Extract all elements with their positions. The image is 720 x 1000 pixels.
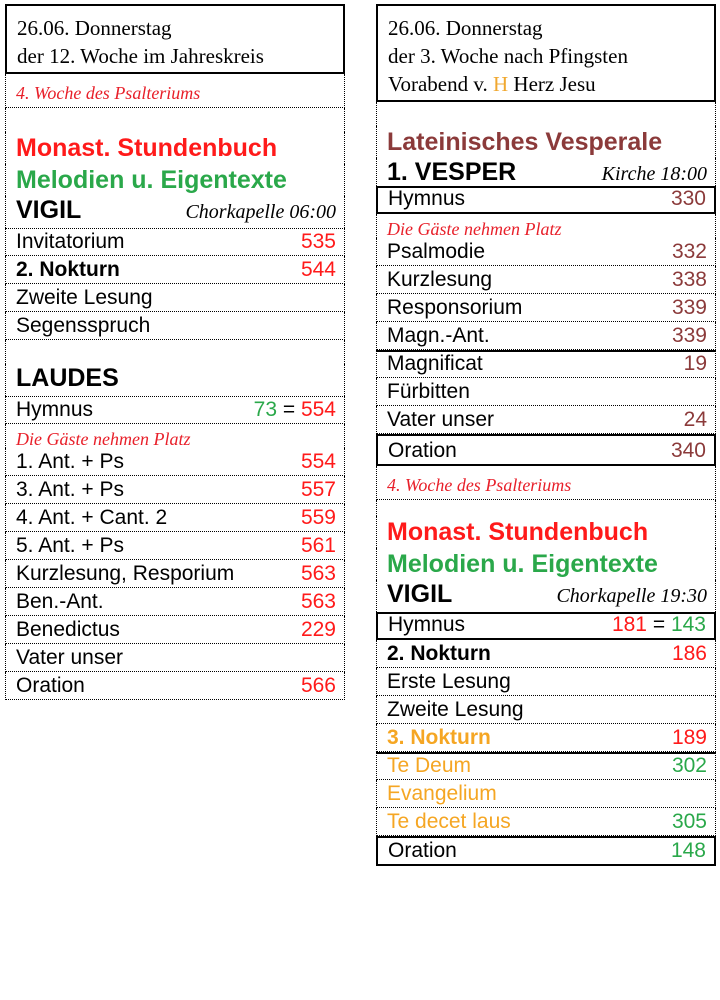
row-label: Psalmodie [387,240,486,263]
row-page: 339 [671,324,707,347]
left-laudes-name: LAUDES [16,364,119,392]
equals-sign: = [282,398,296,421]
left-vigil-row [5,284,345,312]
row-label: Evangelium [387,782,497,805]
right-spacer [376,102,716,126]
row-page: 339 [671,296,707,319]
row-page: 229 [300,618,336,641]
right-spacer [376,500,716,516]
hymnus-page-a: 73 [253,398,277,421]
left-vigil-name: VIGIL [16,196,82,224]
row-label: 2. Nokturn [16,258,120,281]
row-label: Te decet laus [387,810,511,833]
row-label: 2. Nokturn [387,642,491,665]
row-label: 4. Ant. + Cant. 2 [16,506,168,529]
row-page: 559 [300,506,336,529]
right-psalter-note: 4. Woche des Psalteriums [376,466,716,500]
right-vigil-row [376,808,716,836]
row-label: Oration [16,674,85,697]
right-vesper-place: Kirche 18:00 [601,163,707,185]
left-laudes-row [5,672,345,700]
row-label: Responsorium [387,296,523,319]
row-label: Zweite Lesung [16,286,153,309]
row-label: Zweite Lesung [387,698,524,721]
left-laudes-row [5,616,345,644]
row-label: Te Deum [387,754,472,777]
right-vesper-name: 1. VESPER [387,158,517,186]
row-label: 3. Ant. + Ps [16,478,124,501]
left-vigil-row [5,312,345,340]
row-page: 340 [670,439,706,462]
left-vigil-row [5,256,345,284]
row-label: Erste Lesung [387,670,511,693]
row-page: 302 [671,754,707,777]
right-date-line2: der 3. Woche nach Pfingsten [388,44,628,68]
left-date-line2: der 12. Woche im Jahreskreis [17,44,264,68]
right-vigil-row [376,780,716,808]
row-label: Kurzlesung, Resporium [16,562,235,585]
left-psalter-note: 4. Woche des Psalteriums [5,74,345,108]
right-vigil-header [376,580,716,612]
row-page: 554 [300,450,336,473]
right-vesper-row [376,350,716,378]
right-vigil-row [376,752,716,780]
right-vesper-row [376,322,716,350]
right-oration-row-1 [376,434,716,466]
row-label: 1. Ant. + Ps [16,450,124,473]
left-spacer [5,108,345,132]
row-label: Magnificat [387,352,483,375]
right-vigil-name: VIGIL [387,580,453,608]
row-label: Hymnus [388,187,466,210]
left-laudes-row [5,588,345,616]
right-date-line3 [388,70,704,98]
row-page: 148 [670,839,706,862]
herz-jesu-text: Herz Jesu [508,72,596,96]
vorabend-text: Vorabend v. [388,72,493,96]
row-page: 544 [300,258,336,281]
row-label: Benedictus [16,618,120,641]
left-laudes-hymnus-row [5,396,345,424]
right-vesper-row [376,406,716,434]
row-page: 566 [300,674,336,697]
row-page: 305 [671,810,707,833]
left-book-title-2: Melodien u. Eigentexte [5,164,345,196]
right-book-latin: Lateinisches Vesperale [376,126,716,158]
right-vesper-hymnus-row [376,186,716,214]
left-laudes-row [5,644,345,672]
row-page [612,612,706,638]
right-date-line1: 26.06. Donnerstag [388,16,543,40]
row-page [254,397,336,423]
row-label: Hymnus [388,613,466,636]
h-marker: H [492,72,509,96]
left-date-box [5,4,345,74]
row-label: Oration [388,839,457,862]
right-vesper-row [376,294,716,322]
left-vigil-header [5,196,345,228]
row-page: 19 [683,352,707,375]
row-label: 3. Nokturn [387,726,491,749]
left-spacer [5,340,345,364]
left-date-line1: 26.06. Donnerstag [17,16,172,40]
row-page: 561 [300,534,336,557]
row-label: Segensspruch [16,314,151,337]
hymnus-page-a: 181 [611,613,647,636]
left-laudes-row [5,476,345,504]
right-vesper-row [376,378,716,406]
row-label: Invitatorium [16,230,125,253]
left-guests-note: Die Gäste nehmen Platz [5,424,345,448]
right-book-title-1: Monast. Stundenbuch [376,516,716,548]
row-label: Magn.-Ant. [387,324,490,347]
row-page: 338 [671,268,707,291]
left-vigil-row [5,228,345,256]
equals-sign: = [652,613,666,636]
row-page: 563 [300,590,336,613]
right-vesper-row [376,266,716,294]
right-vigil-row [376,724,716,752]
right-vesper-header [376,158,716,186]
row-page: 330 [670,187,706,210]
row-page: 557 [300,478,336,501]
right-vigil-row [376,668,716,696]
row-page: 186 [671,642,707,665]
row-page: 332 [671,240,707,263]
row-label: Fürbitten [387,380,470,403]
left-laudes-row [5,560,345,588]
right-vigil-place: Chorkapelle 19:30 [556,585,707,607]
right-column [376,4,716,866]
hymnus-page-b: 143 [670,613,706,636]
row-page: 189 [671,726,707,749]
hymnus-page-b: 554 [300,398,336,421]
left-vigil-place: Chorkapelle 06:00 [185,201,336,223]
right-vesper-row [376,238,716,266]
row-label: Vater unser [16,646,123,669]
left-book-title-1: Monast. Stundenbuch [5,132,345,164]
right-oration-row-2 [376,836,716,866]
left-laudes-row [5,504,345,532]
left-laudes-row [5,448,345,476]
left-column [5,4,345,700]
right-vigil-row [376,640,716,668]
left-laudes-header [5,364,345,396]
right-guests-note: Die Gäste nehmen Platz [376,214,716,238]
row-label: Ben.-Ant. [16,590,104,613]
row-label: Vater unser [387,408,494,431]
row-label: 5. Ant. + Ps [16,534,124,557]
row-page: 24 [683,408,707,431]
right-vigil-hymnus-row [376,612,716,640]
left-laudes-row [5,532,345,560]
right-book-title-2: Melodien u. Eigentexte [376,548,716,580]
row-label: Kurzlesung [387,268,493,291]
right-date-box [376,4,716,102]
row-label: Oration [388,439,457,462]
row-page: 535 [300,230,336,253]
row-label: Hymnus [16,398,94,421]
right-vigil-row [376,696,716,724]
row-page: 563 [300,562,336,585]
